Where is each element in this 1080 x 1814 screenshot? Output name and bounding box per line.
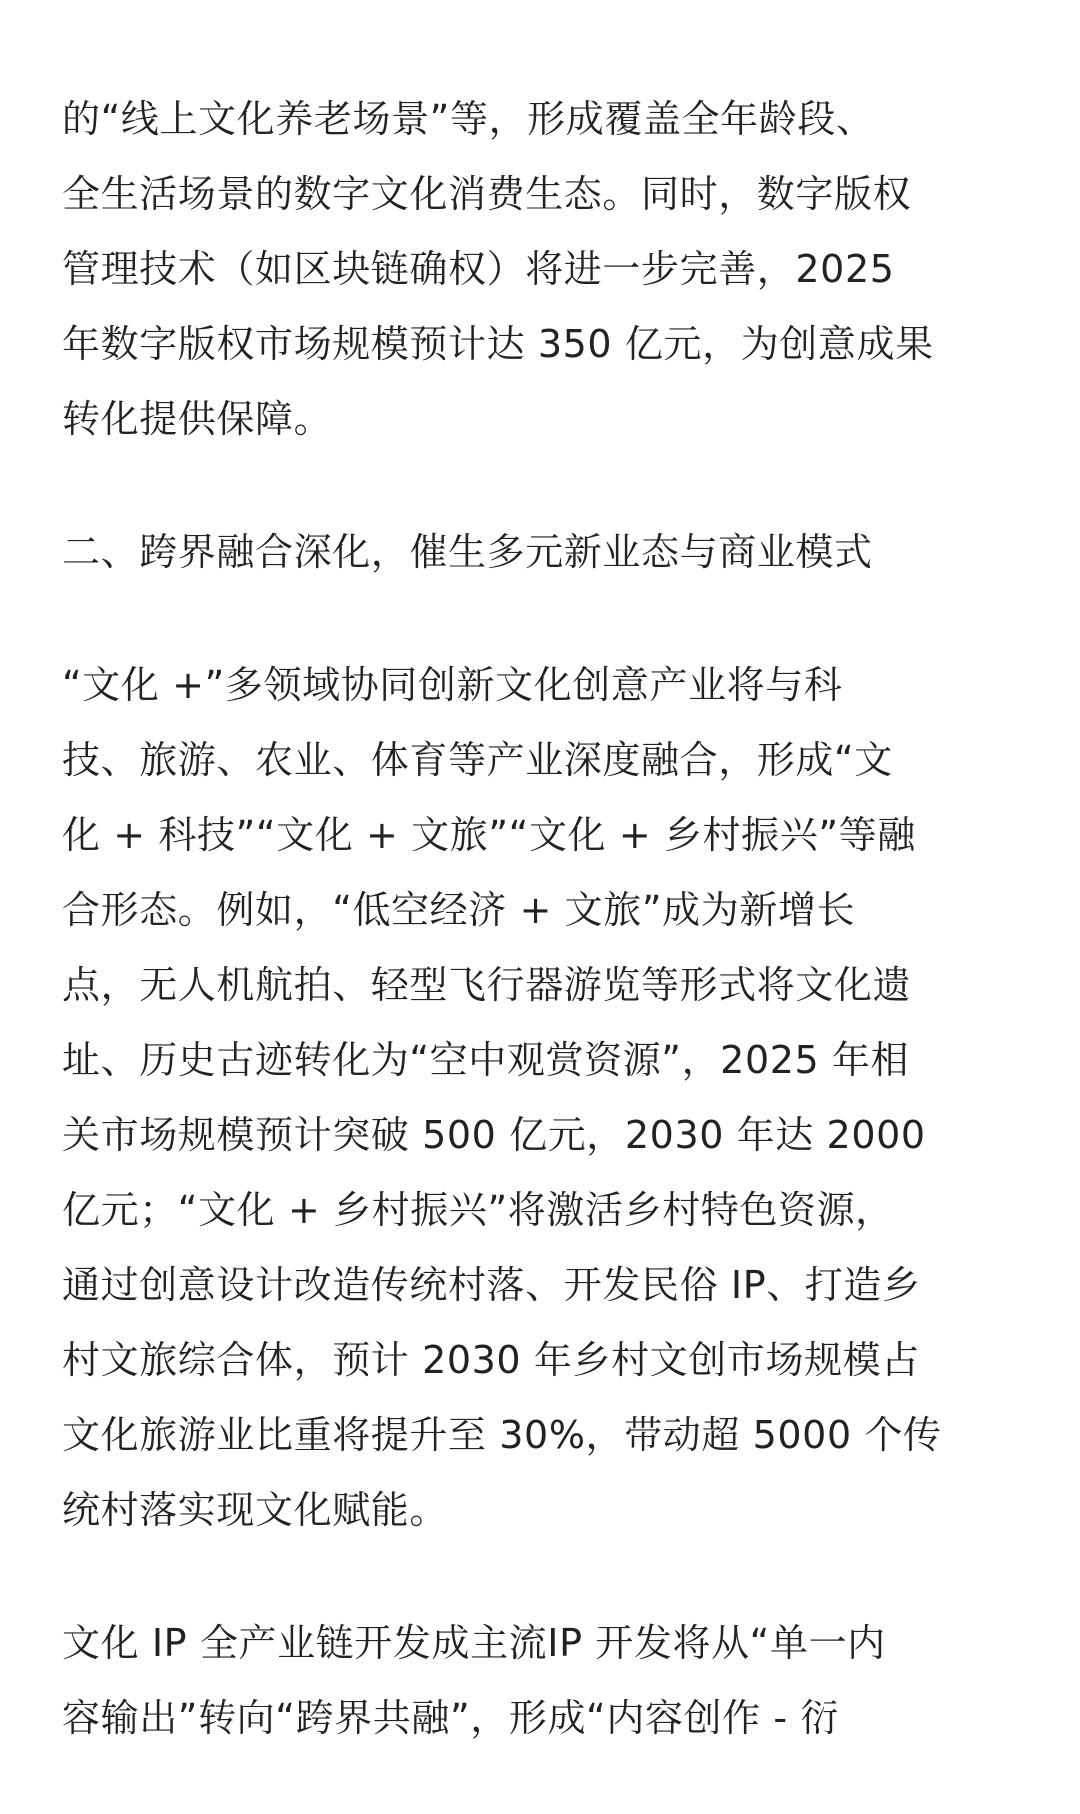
paragraph-digital-culture — [62, 82, 1022, 457]
text-line: 文化旅游业比重将提升至 30%，带动超 5000 个传 — [62, 1413, 942, 1457]
text-line: 文化 IP 全产业链开发成主流IP 开发将从“单一内 — [62, 1621, 886, 1665]
paragraph-ip-chain — [62, 1606, 1022, 1756]
text-line: 统村落实现文化赋能。 — [62, 1488, 449, 1532]
text-line: 年数字版权市场规模预计达 350 亿元，为创意成果 — [62, 322, 934, 366]
article-body — [62, 82, 1022, 1814]
text-line: 化 + 科技”“文化 + 文旅”“文化 + 乡村振兴”等融 — [62, 813, 916, 857]
text-line: 址、历史古迹转化为“空中观赏资源”，2025 年相 — [62, 1038, 910, 1082]
section-heading — [62, 515, 1022, 590]
text-line: 村文旅综合体，预计 2030 年乡村文创市场规模占 — [62, 1338, 920, 1382]
text-line: 的“线上文化养老场景”等，形成覆盖全年龄段、 — [62, 97, 875, 141]
text-line: 技、旅游、农业、体育等产业深度融合，形成“文 — [62, 738, 893, 782]
text-line: 关市场规模预计突破 500 亿元，2030 年达 2000 — [62, 1113, 926, 1157]
section-heading-text: 二、跨界融合深化，催生多元新业态与商业模式 — [62, 530, 873, 574]
text-line: “文化 +”多领域协同创新文化创意产业将与科 — [62, 663, 843, 707]
text-line: 管理技术（如区块链确权）将进一步完善，2025 — [62, 247, 895, 291]
paragraph-culture-plus — [62, 648, 1022, 1548]
text-line: 亿元；“文化 + 乡村振兴”将激活乡村特色资源， — [62, 1188, 894, 1232]
text-line: 转化提供保障。 — [62, 397, 333, 441]
text-line: 全生活场景的数字文化消费生态。同时，数字版权 — [62, 172, 912, 216]
text-line: 合形态。例如，“低空经济 + 文旅”成为新增长 — [62, 888, 856, 932]
text-line: 容输出”转向“跨界共融”，形成“内容创作 - 衍 — [62, 1696, 840, 1740]
text-line: 通过创意设计改造传统村落、开发民俗 IP、打造乡 — [62, 1263, 921, 1307]
text-line: 点，无人机航拍、轻型飞行器游览等形式将文化遗 — [62, 963, 912, 1007]
